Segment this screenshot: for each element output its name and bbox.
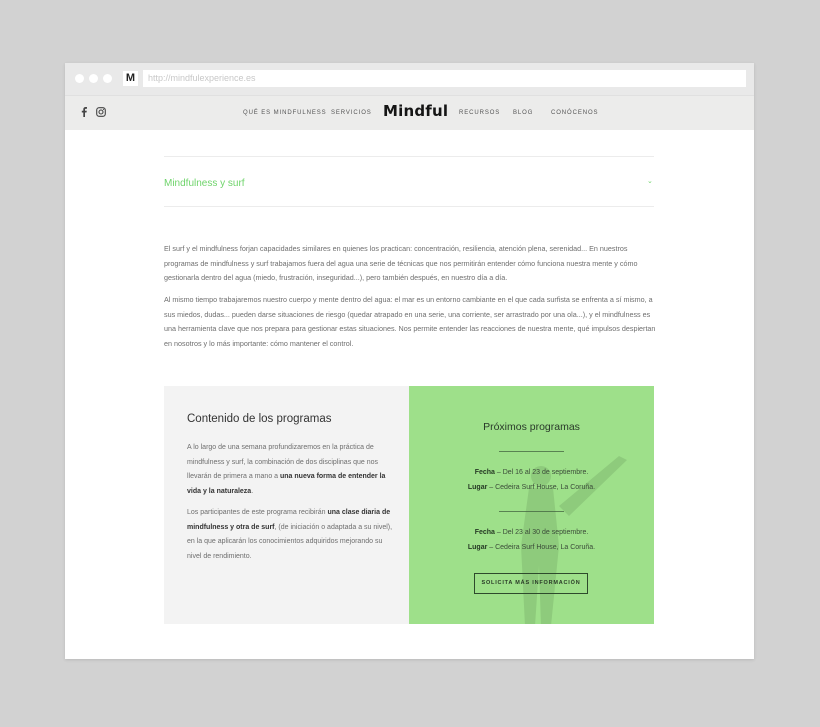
nav-blog[interactable]: BLOG bbox=[513, 110, 534, 116]
intro-paragraph-1: El surf y el mindfulness forjan capacidades similares en quienes los practican: concentración, resiliencia, atención plena, serenidad... En nuestros programas de mindfulness y surf trabajamos fuera del agua una serie de técnicas que nos permitirán entender cómo funciona nuestra mente y cómo gestionarla dentro del agua (miedo, frustración, inseguridad...), pero también después, en nuestro día a día. bbox=[164, 244, 638, 283]
nav-servicios[interactable]: SERVICIOS bbox=[331, 110, 372, 116]
facebook-icon[interactable] bbox=[81, 107, 87, 120]
request-info-button[interactable]: SOLICITA MÁS INFORMACIÓN bbox=[474, 573, 588, 594]
event-date: Fecha – Del 16 al 23 de septiembre. bbox=[474, 469, 589, 476]
panel-title: Contenido de los programas bbox=[187, 413, 332, 425]
divider bbox=[499, 511, 564, 512]
browser-toolbar bbox=[65, 63, 754, 95]
window-maximize-dot[interactable] bbox=[103, 74, 112, 83]
site-favicon: M bbox=[123, 71, 138, 86]
event-date: Fecha – Del 23 al 30 de septiembre. bbox=[474, 529, 589, 536]
event-location: Lugar – Cedeira Surf House, La Coruña. bbox=[467, 484, 596, 491]
divider bbox=[499, 451, 564, 452]
site-header bbox=[65, 95, 754, 130]
accordion-title[interactable]: Mindfulness y surf bbox=[164, 178, 245, 189]
divider bbox=[164, 156, 654, 157]
nav-recursos[interactable]: RECURSOS bbox=[459, 110, 501, 116]
upcoming-programs-panel bbox=[409, 386, 654, 624]
nav-que-es-mindfulness[interactable]: QUÉ ES MINDFULNESS bbox=[243, 110, 327, 116]
panel-title: Próximos programas bbox=[483, 421, 580, 433]
program-content-panel bbox=[164, 386, 409, 624]
window-minimize-dot[interactable] bbox=[89, 74, 98, 83]
site-logo[interactable]: Mindful bbox=[383, 102, 449, 120]
chevron-down-icon[interactable]: ⌄ bbox=[647, 178, 653, 185]
nav-conocenos[interactable]: CONÓCENOS bbox=[551, 110, 599, 116]
event-location: Lugar – Cedeira Surf House, La Coruña. bbox=[467, 544, 596, 551]
window-close-dot[interactable] bbox=[75, 74, 84, 83]
address-bar[interactable]: http://mindfulexperience.es bbox=[143, 70, 746, 87]
intro-paragraph-2: Al mismo tiempo trabajaremos nuestro cuerpo y mente dentro del agua: el mar es un entorno cambiante en el que cada surfista se enfrenta a sí mismo, a sus miedos, dudas... pueden darse situaciones de riesgo (quedar atrapado en una serie, una corriente, ser arrastrado por una ola...), y el mindfulness es una herramienta clave que nos prepara para gestionar estas situaciones. Nos permite entender las reacciones de nuestra mente, qué impulsos despiertan en nosotros y lo más importante: cómo mantener el control. bbox=[164, 295, 656, 348]
browser-window bbox=[65, 63, 754, 659]
instagram-icon[interactable] bbox=[96, 107, 106, 120]
program-content-paragraph-2: Los participantes de este programa recibirán una clase diaria de mindfulness y otra de surf, (de iniciación o adaptada a su nivel), en la que aplicarán los conocimientos adquiridos mejorando su nivel de rendimiento. bbox=[187, 509, 393, 560]
divider bbox=[164, 206, 654, 207]
program-content-paragraph-1: A lo largo de una semana profundizaremos en la práctica de mindfulness y surf, la combinación de dos disciplinas que nos llevarán de primera a mano a una nueva forma de entender la vida y la naturaleza. bbox=[187, 444, 386, 495]
